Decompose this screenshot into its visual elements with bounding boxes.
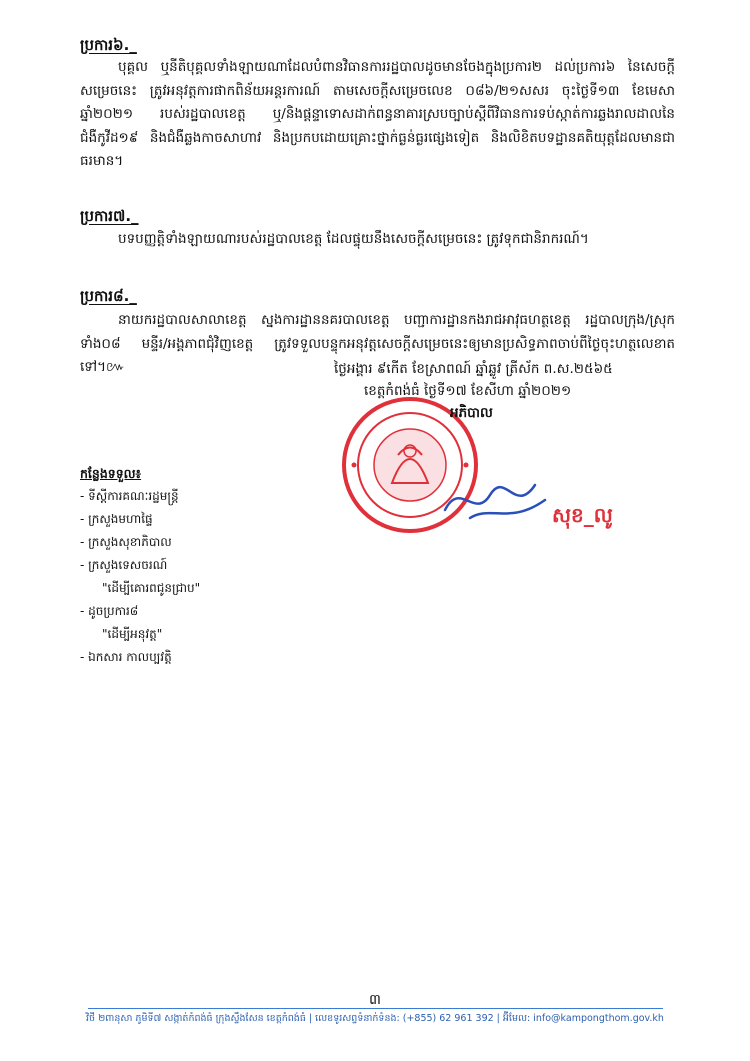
- signature-title: អភិបាល: [450, 405, 493, 421]
- article-8-text: នាយករដ្ឋបាលសាលាខេត្ត ស្នងការដ្ឋាននគរបាលខេត្ត បញ្ជាការដ្ឋានកងរាជអាវុធហត្ថខេត្ត រដ្ឋបាលក្រុង/ស្រុកទាំង០៨ មន្ទីរ/អង្គភាពជុំវិញខេត្ត ត្រូវទទួលបន្ទុកអនុវត្តសេចក្តីសម្រេចនេះឲ្យមានប្រសិទ្ធភាពចាប់ពីថ្ងៃចុះហត្ថលេខាតទៅ។៚: [80, 312, 675, 375]
- recipient-item: - ឯកសារ កាលប្បវត្តិ: [80, 650, 172, 664]
- article-6-heading: ប្រការ៦._: [80, 36, 137, 54]
- footer-address: វិថី ២ពានុសា ភូមិទី៧ សង្កាត់កំពង់ធំ ក្រុងស្ទឹងសែន ខេត្តកំពង់ធំ | លេខទូរសព្ទទំនាក់ទំនង: (+855) 62 961 392 | អ៊ីមែល: info@kampongthom.gov.kh: [86, 1013, 664, 1024]
- recipients-list: [80, 462, 200, 669]
- recipient-item: - ក្រសួងទេសចរណ៍: [80, 558, 168, 572]
- recipient-note: "ដើម្បីអនុវត្ត": [102, 627, 163, 641]
- page-number: ៣: [369, 992, 381, 1008]
- article-7-heading: ប្រការ៧._: [80, 207, 139, 225]
- recipient-note: "ដើម្បីគោរពជូនជ្រាប": [102, 581, 201, 595]
- recipient-item: - ក្រសួងសុខាភិបាល: [80, 535, 172, 549]
- article-6-paragraph: [80, 56, 675, 174]
- signature-block: [330, 358, 670, 424]
- recipient-item: - ដូចប្រការ៨: [80, 604, 139, 618]
- signatory-name: សុខ_លូ: [552, 503, 613, 527]
- recipient-item: - ក្រសួងមហាផ្ទៃ: [80, 512, 153, 526]
- recipient-item: - ទីស្តីការគណៈរដ្ឋមន្ត្រី: [80, 489, 179, 503]
- signature-date-lunar: ថ្ងៃអង្គារ ៩កើត ខែស្រាពណ៍ ឆ្នាំឆ្លូវ ត្រីស័ក ព.ស.២៥៦៥: [334, 361, 613, 377]
- footer-divider: [88, 1008, 663, 1009]
- article-7-paragraph: [80, 228, 675, 252]
- signature-scribble-icon: [440, 470, 550, 530]
- article-6-text: បុគ្គល ឬនីតិបុគ្គលទាំងឡាយណាដែលបំពានវិធានការរដ្ឋបាលដូចមានចែងក្នុងប្រការ២ ដល់ប្រការ៦ នៃសេចក្តីសម្រេចនេះ ត្រូវអនុវត្តការផាកពិន័យអន្តរការណ៍ តាមសេចក្តីសម្រេចលេខ ០៨៦/២១សសរ ចុះថ្ងៃទី១៣ ខែមេសា ឆ្នាំ២០២១ របស់រដ្ឋបាលខេត្ត ឬ/និងផ្តន្ទាទោសដាក់ពន្ធនាគារស្របច្បាប់ស្តីពីវិធានការទប់ស្កាត់ការឆ្លងរាលដាលនៃជំងឺកូវីដ១៩ និងជំងឺឆ្លងកាចសាហាវ និងប្រកបដោយគ្រោះថ្នាក់ធ្ងន់ធ្ងរផ្សេងទៀត និងលិខិតបទដ្ឋានគតិយុត្តដែលមានជាធរមាន។: [80, 59, 675, 169]
- article-7-text: បទបញ្ញត្តិទាំងឡាយណារបស់រដ្ឋបាលខេត្ត ដែលផ្ទុយនឹងសេចក្តីសម្រេចនេះ ត្រូវទុកជានិរាករណ៍។: [118, 231, 589, 247]
- recipients-title: កន្លែងទទួល៖: [80, 466, 142, 481]
- article-8-heading: ប្រការ៨._: [80, 287, 137, 305]
- signature-date-solar: ខេត្តកំពង់ធំ ថ្ងៃទី១៧ ខែសីហា ឆ្នាំ២០២១: [364, 383, 572, 399]
